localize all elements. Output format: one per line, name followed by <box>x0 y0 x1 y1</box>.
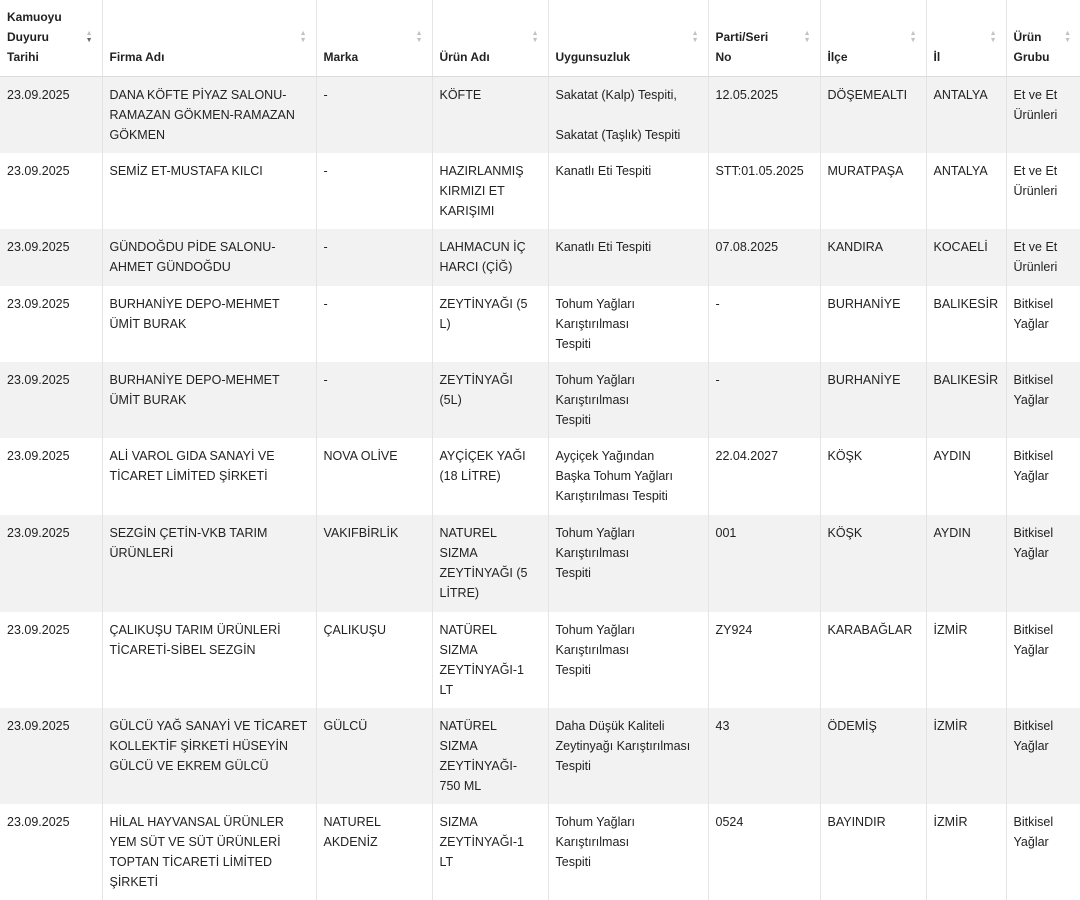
cell-province <box>926 153 1006 229</box>
cell-firm-text: ÇALIKUŞU TARIM ÜRÜNLERİ TİCARETİ-SİBEL SEZGİN <box>109 623 281 657</box>
issue-line: Tohum Yağları <box>555 297 635 311</box>
cell-issue <box>548 708 708 804</box>
cell-province <box>926 804 1006 900</box>
issue-line: Karıştırılması <box>555 317 630 331</box>
cell-group-text: Bitkisel Yağlar <box>1013 719 1054 753</box>
cell-lot-text: 0524 <box>715 815 744 829</box>
table-row <box>0 804 1080 900</box>
issue-line: Karıştırılması <box>555 643 630 657</box>
cell-issue <box>548 515 708 612</box>
cell-firm-text: DANA KÖFTE PİYAZ SALONU- RAMAZAN GÖKMEN-RAMAZAN GÖKMEN <box>109 87 295 142</box>
issue-line: Tohum Yağları <box>555 623 635 637</box>
cell-date-text: 23.09.2025 <box>7 449 70 463</box>
column-header-date[interactable]: Kamuoyu Duyuru Tarihi ▲ ▼ <box>0 0 102 76</box>
issue-line: Daha Düşük Kaliteli <box>555 719 665 733</box>
cell-lot-text: - <box>715 297 720 311</box>
cell-lot <box>708 362 820 438</box>
cell-lot-text: ZY924 <box>715 623 753 637</box>
table-row <box>0 362 1080 438</box>
cell-date-text: 23.09.2025 <box>7 719 70 733</box>
cell-date-text: 23.09.2025 <box>7 373 70 387</box>
cell-group-text: Bitkisel Yağlar <box>1013 449 1054 483</box>
cell-product <box>432 362 548 438</box>
cell-province <box>926 286 1006 362</box>
cell-group <box>1006 708 1080 804</box>
table-row <box>0 286 1080 362</box>
issue-line: Tohum Yağları <box>555 526 635 540</box>
cell-district-text: ÖDEMİŞ <box>827 719 877 733</box>
cell-group-text: Bitkisel Yağlar <box>1013 623 1054 657</box>
cell-firm <box>102 286 316 362</box>
cell-firm <box>102 153 316 229</box>
cell-district-text: BURHANİYE <box>827 297 901 311</box>
sort-icon: ▲ ▼ <box>1064 30 1071 44</box>
cell-firm <box>102 362 316 438</box>
cell-lot-text: STT:01.05.2025 <box>715 164 804 178</box>
cell-firm-text: HİLAL HAYVANSAL ÜRÜNLER YEM SÜT VE SÜT ÜRÜNLERİ TOPTAN TİCARETİ LİMİTED ŞİRKETİ <box>109 815 284 889</box>
cell-firm-text: GÜNDOĞDU PİDE SALONU- AHMET GÜNDOĞDU <box>109 240 276 274</box>
cell-firm <box>102 76 316 153</box>
cell-province <box>926 515 1006 612</box>
cell-brand <box>316 708 432 804</box>
cell-firm <box>102 515 316 612</box>
cell-product-text: KÖFTE <box>439 87 482 102</box>
cell-province-text: ANTALYA <box>933 164 988 178</box>
issue-line: Zeytinyağı Karıştırılması <box>555 739 691 753</box>
cell-lot <box>708 515 820 612</box>
issue-line: Karıştırılması Tespiti <box>555 489 668 503</box>
cell-date-text: 23.09.2025 <box>7 623 70 637</box>
cell-group-text: Et ve Et Ürünleri <box>1013 240 1058 274</box>
cell-district <box>820 515 926 612</box>
cell-province-text: AYDIN <box>933 526 971 540</box>
cell-product <box>432 76 548 153</box>
cell-firm <box>102 804 316 900</box>
cell-brand-text: VAKIFBİRLİK <box>323 526 399 540</box>
cell-issue <box>548 804 708 900</box>
cell-group <box>1006 804 1080 900</box>
header-row <box>0 0 1080 76</box>
issue-line: Karıştırılması <box>555 393 630 407</box>
cell-district <box>820 708 926 804</box>
sort-icon: ▲ ▼ <box>909 30 917 44</box>
cell-province <box>926 612 1006 708</box>
cell-issue <box>548 286 708 362</box>
cell-product-text: ZEYTİNYAĞI (5 L) <box>439 297 528 331</box>
sort-icon: ▲ ▼ <box>803 30 811 44</box>
issue-line: Tespiti <box>555 855 591 869</box>
cell-district <box>820 286 926 362</box>
cell-district-text: MURATPAŞA <box>827 164 904 178</box>
cell-group-text: Et ve Et Ürünleri <box>1013 164 1058 198</box>
cell-brand-text: - <box>323 297 328 311</box>
cell-brand-text: GÜLCÜ <box>323 719 368 733</box>
cell-brand <box>316 612 432 708</box>
cell-province-text: İZMİR <box>933 815 968 829</box>
issue-line: Tespiti <box>555 337 591 351</box>
cell-date <box>0 804 102 900</box>
cell-lot-text: 001 <box>715 526 737 540</box>
cell-group <box>1006 286 1080 362</box>
cell-province-text: İZMİR <box>933 623 968 637</box>
cell-firm-text: ALİ VAROL GIDA SANAYİ VE TİCARET LİMİTED ŞİRKETİ <box>109 449 275 483</box>
issue-line <box>556 105 701 125</box>
column-header-product[interactable]: Ürün Adı ▲ ▼ <box>432 0 548 76</box>
issue-line: Tespiti <box>555 566 591 580</box>
cell-brand-text: NOVA OLİVE <box>323 449 398 463</box>
cell-lot <box>708 804 820 900</box>
cell-product-text: LAHMACUN İÇ HARCI (ÇİĞ) <box>439 240 526 274</box>
cell-brand <box>316 153 432 229</box>
cell-date <box>0 286 102 362</box>
issue-line: Tohum Yağları <box>555 815 635 829</box>
cell-group <box>1006 362 1080 438</box>
cell-district-text: KÖŞK <box>827 526 863 540</box>
cell-province-text: BALIKESİR <box>933 297 999 311</box>
cell-date <box>0 515 102 612</box>
cell-firm <box>102 229 316 286</box>
table-row <box>0 515 1080 612</box>
cell-lot <box>708 438 820 515</box>
cell-province <box>926 362 1006 438</box>
cell-lot <box>708 612 820 708</box>
cell-district <box>820 76 926 153</box>
cell-date <box>0 612 102 708</box>
cell-brand-text: NATUREL AKDENİZ <box>323 815 381 849</box>
cell-firm <box>102 438 316 515</box>
cell-group-text: Bitkisel Yağlar <box>1013 297 1054 331</box>
cell-product <box>432 804 548 900</box>
cell-lot <box>708 229 820 286</box>
cell-firm-text: SEZGİN ÇETİN-VKB TARIM ÜRÜNLERİ <box>109 526 268 560</box>
cell-district <box>820 438 926 515</box>
sort-icon: ▲ ▼ <box>415 30 423 44</box>
issue-line: Başka Tohum Yağları <box>555 469 673 483</box>
issue-line: Karıştırılması <box>555 546 630 560</box>
column-header-group[interactable]: Ürün Grubu ▲ ▼ <box>1006 0 1080 76</box>
cell-province-text: İZMİR <box>933 719 968 733</box>
cell-province-text: BALIKESİR <box>933 373 999 387</box>
cell-product <box>432 515 548 612</box>
cell-product-text: AYÇİÇEK YAĞI (18 LİTRE) <box>439 449 526 483</box>
column-header-brand[interactable]: Marka ▲ ▼ <box>316 0 432 76</box>
column-header-issue[interactable]: Uygunsuzluk ▲ ▼ <box>548 0 708 76</box>
cell-firm-text: BURHANİYE DEPO-MEHMET ÜMİT BURAK <box>109 373 280 407</box>
cell-date <box>0 708 102 804</box>
cell-lot-text: 07.08.2025 <box>715 240 779 254</box>
issue-line: Sakatat (Taşlık) Tespiti <box>555 127 681 142</box>
cell-issue <box>548 438 708 515</box>
issue-line: Tespiti <box>555 413 591 427</box>
cell-issue <box>548 76 708 153</box>
table-row <box>0 612 1080 708</box>
cell-province <box>926 438 1006 515</box>
cell-product <box>432 153 548 229</box>
cell-product-text: NATÜREL SIZMA ZEYTİNYAĞI- 750 ML <box>439 719 518 793</box>
cell-group <box>1006 153 1080 229</box>
cell-lot-text: 22.04.2027 <box>715 449 779 463</box>
cell-product-text: ZEYTİNYAĞI (5L) <box>439 373 513 407</box>
cell-date-text: 23.09.2025 <box>7 164 70 178</box>
cell-brand <box>316 515 432 612</box>
cell-lot-text: 12.05.2025 <box>715 87 779 102</box>
cell-issue <box>548 612 708 708</box>
cell-province <box>926 708 1006 804</box>
cell-group <box>1006 438 1080 515</box>
cell-province-text: AYDIN <box>933 449 971 463</box>
cell-brand-text: ÇALIKUŞU <box>323 623 387 637</box>
cell-date-text: 23.09.2025 <box>7 297 70 311</box>
cell-firm-text: GÜLCÜ YAĞ SANAYİ VE TİCARET KOLLEKTİF ŞİRKETİ HÜSEYİN GÜLCÜ VE EKREM GÜLCÜ <box>109 719 308 773</box>
cell-group-text: Bitkisel Yağlar <box>1013 815 1054 849</box>
cell-date-text: 23.09.2025 <box>7 526 70 540</box>
cell-issue <box>548 362 708 438</box>
sort-icon: ▲ ▼ <box>299 30 307 44</box>
cell-group <box>1006 515 1080 612</box>
cell-product <box>432 612 548 708</box>
cell-group-text: Bitkisel Yağlar <box>1013 526 1054 560</box>
issue-line: Ayçiçek Yağından <box>555 449 655 463</box>
cell-date <box>0 153 102 229</box>
cell-firm <box>102 708 316 804</box>
cell-district-text: DÖŞEMEALTI <box>827 87 908 102</box>
cell-lot <box>708 76 820 153</box>
cell-group <box>1006 612 1080 708</box>
cell-brand <box>316 286 432 362</box>
cell-lot <box>708 286 820 362</box>
cell-brand <box>316 362 432 438</box>
column-header-province[interactable]: İl ▲ ▼ <box>926 0 1006 76</box>
table-body <box>0 76 1080 900</box>
cell-product <box>432 708 548 804</box>
cell-brand <box>316 76 432 153</box>
cell-brand <box>316 804 432 900</box>
issue-line: Sakatat (Kalp) Tespiti, <box>555 87 677 102</box>
sort-icon: ▲ ▼ <box>531 30 539 44</box>
table-row <box>0 229 1080 286</box>
cell-date <box>0 76 102 153</box>
cell-brand-text: - <box>323 240 328 254</box>
cell-lot <box>708 153 820 229</box>
cell-brand <box>316 438 432 515</box>
cell-issue <box>548 153 708 229</box>
cell-date-text: 23.09.2025 <box>7 815 70 829</box>
issue-line: Kanatlı Eti Tespiti <box>555 240 652 254</box>
table-row <box>0 76 1080 153</box>
cell-firm-text: SEMİZ ET-MUSTAFA KILCI <box>109 164 263 178</box>
issue-line: Karıştırılması <box>555 835 630 849</box>
cell-date <box>0 362 102 438</box>
cell-group-text: Et ve Et Ürünleri <box>1013 87 1058 122</box>
cell-issue <box>548 229 708 286</box>
cell-brand <box>316 229 432 286</box>
cell-product-text: HAZIRLANMIŞ KIRMIZI ET KARIŞIMI <box>439 164 524 218</box>
cell-product <box>432 438 548 515</box>
cell-lot-text: - <box>715 373 720 387</box>
cell-province-text: ANTALYA <box>933 87 988 102</box>
issue-line: Tespiti <box>555 663 591 677</box>
cell-brand-text: - <box>323 87 328 102</box>
column-header-lot[interactable]: Parti/Seri No ▲ ▼ <box>708 0 820 76</box>
cell-province-text: KOCAELİ <box>933 240 988 254</box>
cell-district <box>820 612 926 708</box>
cell-district-text: BURHANİYE <box>827 373 901 387</box>
cell-date-text: 23.09.2025 <box>7 87 70 102</box>
issue-line: Kanatlı Eti Tespiti <box>555 164 652 178</box>
cell-firm <box>102 612 316 708</box>
sort-descending-icon: ▲ ▼ <box>85 30 93 44</box>
cell-district <box>820 229 926 286</box>
cell-district-text: KANDIRA <box>827 240 884 254</box>
issue-line: Tespiti <box>555 759 591 773</box>
cell-date-text: 23.09.2025 <box>7 240 70 254</box>
cell-lot <box>708 708 820 804</box>
cell-district <box>820 153 926 229</box>
cell-province <box>926 76 1006 153</box>
sort-icon: ▲ ▼ <box>691 30 699 44</box>
table-row <box>0 153 1080 229</box>
cell-district-text: KÖŞK <box>827 449 863 463</box>
table-row <box>0 708 1080 804</box>
cell-district <box>820 362 926 438</box>
column-header-firm[interactable]: Firma Adı ▲ ▼ <box>102 0 316 76</box>
cell-brand-text: - <box>323 164 328 178</box>
cell-product-text: NATUREL SIZMA ZEYTİNYAĞI (5 LİTRE) <box>439 526 528 600</box>
cell-product-text: NATÜREL SIZMA ZEYTİNYAĞI-1 LT <box>439 623 525 697</box>
cell-firm-text: BURHANİYE DEPO-MEHMET ÜMİT BURAK <box>109 297 280 331</box>
cell-district-text: BAYINDIR <box>827 815 886 829</box>
issue-line: Tohum Yağları <box>555 373 635 387</box>
cell-district-text: KARABAĞLAR <box>827 623 913 637</box>
column-header-district[interactable]: İlçe ▲ ▼ <box>820 0 926 76</box>
cell-product <box>432 229 548 286</box>
cell-group-text: Bitkisel Yağlar <box>1013 373 1054 407</box>
cell-date <box>0 438 102 515</box>
cell-lot-text: 43 <box>715 719 730 733</box>
cell-province <box>926 229 1006 286</box>
cell-brand-text: - <box>323 373 328 387</box>
cell-group <box>1006 76 1080 153</box>
cell-group <box>1006 229 1080 286</box>
cell-product-text: SIZMA ZEYTİNYAĞI-1 LT <box>439 815 525 869</box>
cell-date <box>0 229 102 286</box>
cell-product <box>432 286 548 362</box>
cell-district <box>820 804 926 900</box>
sort-icon: ▲ ▼ <box>989 30 997 44</box>
table-row <box>0 438 1080 515</box>
